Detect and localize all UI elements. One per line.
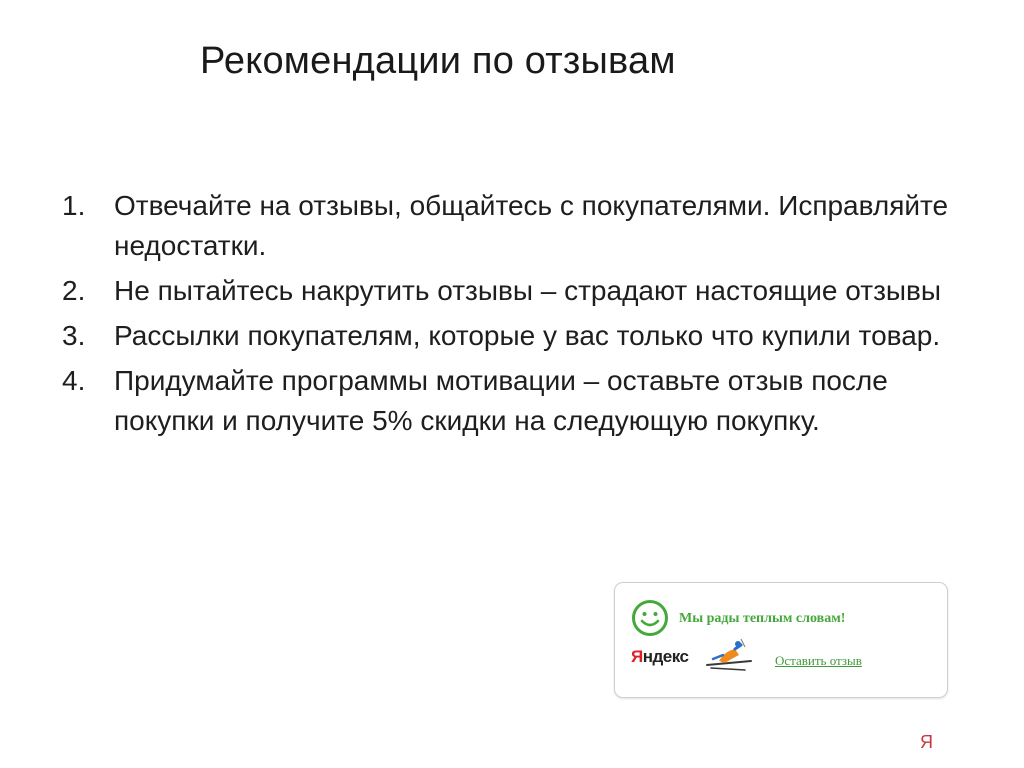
list-item xyxy=(62,361,952,441)
list-item-text: Придумайте программы мотивации – оставьте отзыв после покупки и получите 5% скидки на следующую покупку. xyxy=(114,365,888,436)
yandex-corner-mark: Я xyxy=(920,732,933,752)
review-widget xyxy=(614,582,948,698)
smiley-icon xyxy=(631,599,669,637)
yandex-logo-rest: ндекс xyxy=(642,647,689,666)
page-title: Рекомендации по отзывам xyxy=(200,40,676,82)
list-item xyxy=(62,186,952,266)
list-item-text: Отвечайте на отзывы, общайтесь с покупателями. Исправляйте недостатки. xyxy=(114,190,949,261)
yandex-logo xyxy=(631,647,688,667)
widget-title: Мы рады теплым словам! xyxy=(679,611,846,626)
list-item-number: 3. xyxy=(62,320,86,351)
list-item-text: Не пытайтесь накрутить отзывы – страдают настоящие отзывы xyxy=(114,275,942,306)
list-item-number: 2. xyxy=(62,275,86,306)
list-item xyxy=(62,316,952,356)
list-item xyxy=(62,271,952,311)
skier-icon xyxy=(705,637,753,675)
recommendations-list xyxy=(62,186,952,446)
list-item-text: Рассылки покупателям, которые у вас только что купили товар. xyxy=(114,320,941,351)
list-item-number: 1. xyxy=(62,190,86,221)
list-item-number: 4. xyxy=(62,365,86,396)
yandex-logo-first-letter: Я xyxy=(631,647,643,666)
leave-review-link[interactable]: Оставить отзыв xyxy=(775,653,862,668)
